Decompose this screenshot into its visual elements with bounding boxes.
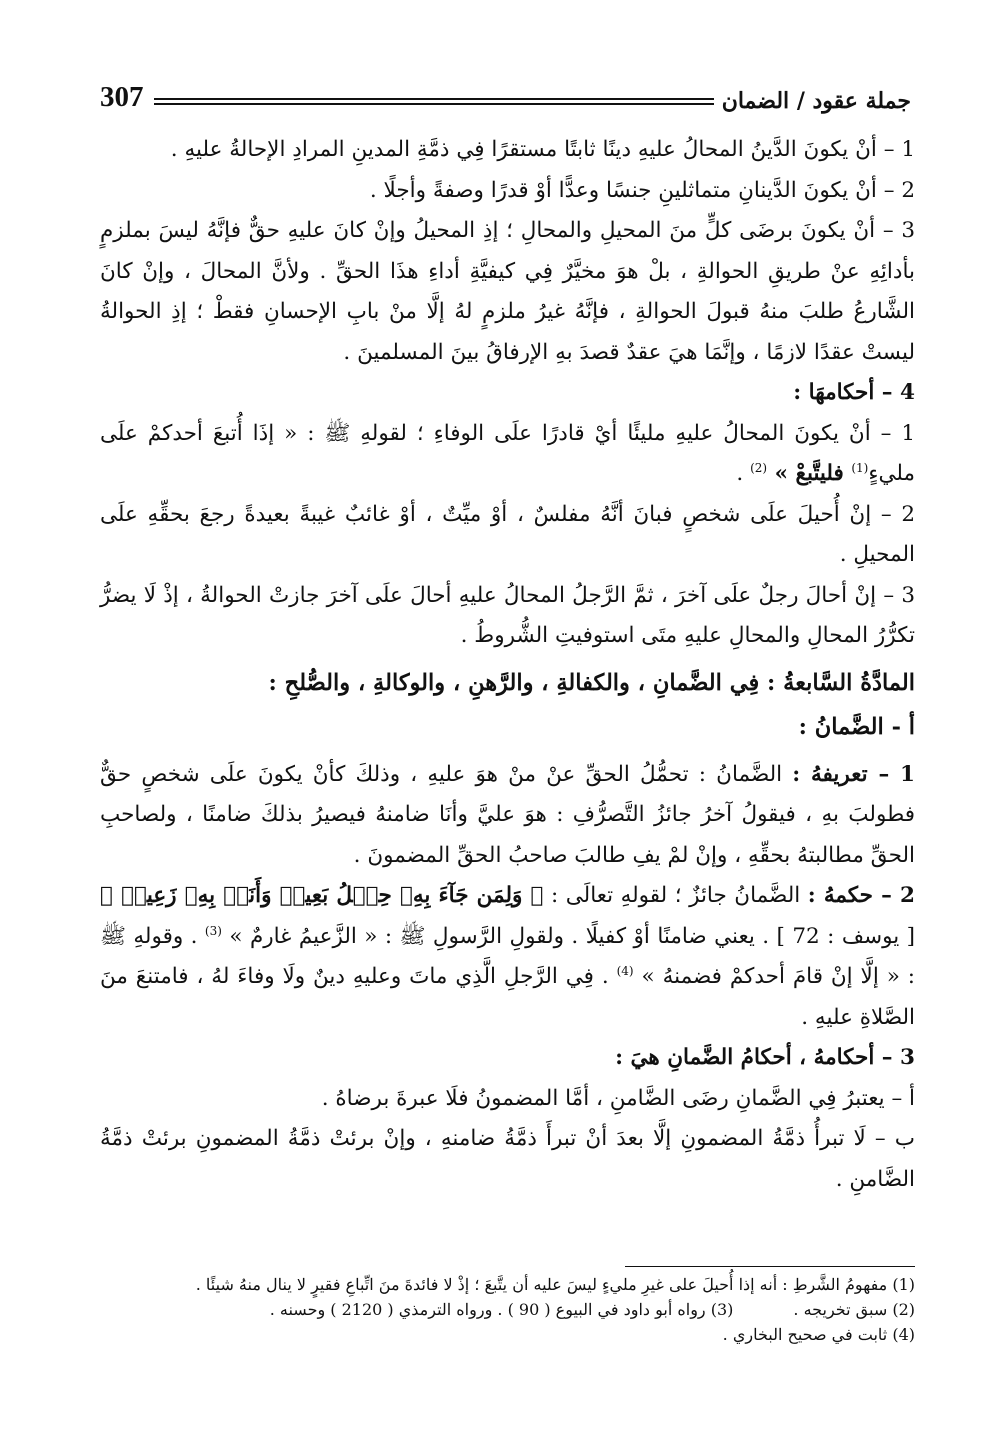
footnote-ref-1: (1) [851, 460, 869, 475]
definition-lead: 1 – تعريفهُ : [792, 761, 915, 787]
footnote-row [100, 1297, 915, 1322]
ruling-paragraph [100, 876, 915, 1038]
definition-text: الضَّمانُ : تحمُّلُ الحقِّ عنْ منْ هوَ عليهِ ، وذلكَ كأنْ يكونَ علَى شخصٍ حقٌّ فطولبَ بهِ ، فيقولُ آخرُ جائزُ التَّصرُّفِ : هوَ عليَّ وأنَا ضامنهُ فيصيرُ بذلكَ ضامنًا ، ولصاحبِ الحقِّ مطالبتهُ بحقِّهِ ، وإنْ لمْ يفِ طالبَ صاحبُ الحقِّ المضمونَ . [100, 761, 915, 868]
page-body [100, 130, 915, 1200]
condition-2: 2 – أنْ يكونَ الدَّينانِ متماثلينِ جنسًا وعدًّا أوْ قدرًا وصفةً وأجلًا . [369, 177, 915, 203]
item-b: ب – لَا تبرأُ ذمَّةُ المضمونِ إلَّا بعدَ أنْ تبرأَ ذمَّةُ ضامنهِ ، وإنْ برئتْ ذمَّةُ المضمونِ برئتْ ذمَّةُ الضَّامنِ . [100, 1126, 915, 1192]
page-header [100, 72, 911, 112]
footnote-ref-3: (3) [204, 923, 222, 938]
quran-verse: ﴿ وَلِمَن جَآءَ بِهِۦ حِمۡلُ بَعِيرٖ وَأَنَا۠ بِهِۦ زَعِيمٞ ﴾ [100, 883, 544, 908]
ruling-1 [100, 414, 915, 495]
section-heading: المادَّةُ السَّابعةُ : فِي الضَّمانِ ، والكفالةِ ، والرَّهنِ ، والوكالةِ ، والصُّلحِ : [268, 669, 915, 696]
footnote-ref-2: (2) [750, 460, 768, 475]
ruling-1-quote-end: فليتَّبعْ » [767, 461, 852, 486]
ruling-text-c: . وقولهِ ﷺ : « إلَّا إنْ قامَ أحدكمْ فضمنهُ » [100, 923, 915, 989]
footnote-4: (4) ثابت في صحيح البخاري . [722, 1325, 915, 1344]
header-rule [154, 98, 714, 105]
ruling-text-a: الضَّمانُ جائزٌ ؛ لقولهِ تعالَى : [543, 883, 808, 908]
footnote-2: (2) سبق تخريجه . [793, 1300, 915, 1319]
ruling-2: 2 – إنْ أُحيلَ علَى شخصٍ فبانَ أنَّهُ مفلسٌ ، أوْ ميِّتٌ ، أوْ غائبٌ غيبةً بعيدةً رجعَ بحقِّهِ علَى المحيلِ . [100, 501, 915, 567]
ruling-text-b: [ يوسف : 72 ] . يعني ضامنًا أوْ كفيلًا . ولقولِ الرَّسولِ ﷺ : « الزَّعيمُ غارمٌ » [221, 923, 915, 949]
condition-3: 3 – أنْ يكونَ برضَى كلٍّ منَ المحيلِ والمحالِ ؛ إذِ المحيلُ وإنْ كانَ عليهِ حقٌّ فإنَّهُ ليسَ بملزمٍ بأدائِهِ عنْ طريقِ الحوالةِ ، بلْ هوَ مخيَّرٌ فِي كيفيَّةِ أداءِ هذَا الحقِّ . ولأنَّ المحالَ ، وإنْ كانَ الشَّارعُ طلبَ منهُ قبولَ الحوالةِ ، فإنَّهُ غيرُ ملزمٍ لهُ إلَّا منْ بابِ الإحسانِ فقطْ ؛ إذِ الحوالةُ ليستْ عقدًا لازمًا ، وإنَّمَا هيَ عقدٌ قصدَ بهِ الإرفاقُ بينَ المسلمينَ . [100, 218, 915, 365]
item-a: أ – يعتبرُ فِي الضَّمانِ رضَى الضَّامنِ ، أمَّا المضمونُ فلَا عبرةَ برضاهُ . [321, 1085, 915, 1111]
subsection-heading: أ - الضَّمانُ : [798, 713, 915, 740]
footnotes [100, 1272, 915, 1347]
ruling-1-end: . [736, 461, 751, 486]
footnote-3: (3) رواه أبو داود في البيوع ( 90 ) . ورواه الترمذي ( 2120 ) وحسنه . [269, 1300, 734, 1319]
footnote-rule [625, 1266, 915, 1267]
condition-1: 1 – أنْ يكونَ الدَّينُ المحالُ عليهِ دينًا ثابتًا مستقرًا فِي ذمَّةِ المدينِ المرادِ الإحالةُ عليهِ . [170, 137, 915, 162]
footnote-1: (1) مفهومُ الشَّرطِ : أنه إذا أُحيلَ على غيرِ مليءٍ ليسَ عليه أن يتَّبعَ ؛ إذْ لا فائدةَ منَ اتِّباعِ فقيرٍ لا ينال منهُ شيئًا . [195, 1275, 915, 1294]
page-number: 307 [100, 81, 144, 113]
rulings-heading: 4 – أحكامهَا : [793, 380, 915, 405]
rulings2-heading: 3 – أحكامهُ ، أحكامُ الضَّمانِ هيَ : [615, 1045, 915, 1070]
ruling-text-d: . فِي الرَّجلِ الَّذِي ماتَ وعليهِ دينٌ ولَا وفاءَ لهُ ، فامتنعَ منَ الصَّلاةِ عليهِ . [100, 964, 915, 1030]
ruling-1-text: 1 – أنْ يكونَ المحالُ عليهِ مليئًا أيْ قادرًا علَى الوفاءِ ؛ لقولهِ ﷺ : « إذَا أُتبعَ أحدكمْ علَى مليءٍ [100, 420, 915, 486]
definition-paragraph [100, 755, 915, 877]
running-head: جملة عقود / الضمان [721, 88, 911, 114]
ruling-3: 3 – إنْ أحالَ رجلٌ علَى آخرَ ، ثمَّ الرَّجلُ المحالُ عليهِ أحالَ علَى آخرَ جازتْ الحوالةُ ، إذْ لَا يضرُّ تكرُّرُ المحالِ والمحالِ عليهِ متَى استوفيتِ الشُّروطُ . [100, 582, 915, 648]
ruling-lead: 2 – حكمهُ : [807, 883, 915, 908]
footnote-ref-4: (4) [616, 963, 634, 978]
